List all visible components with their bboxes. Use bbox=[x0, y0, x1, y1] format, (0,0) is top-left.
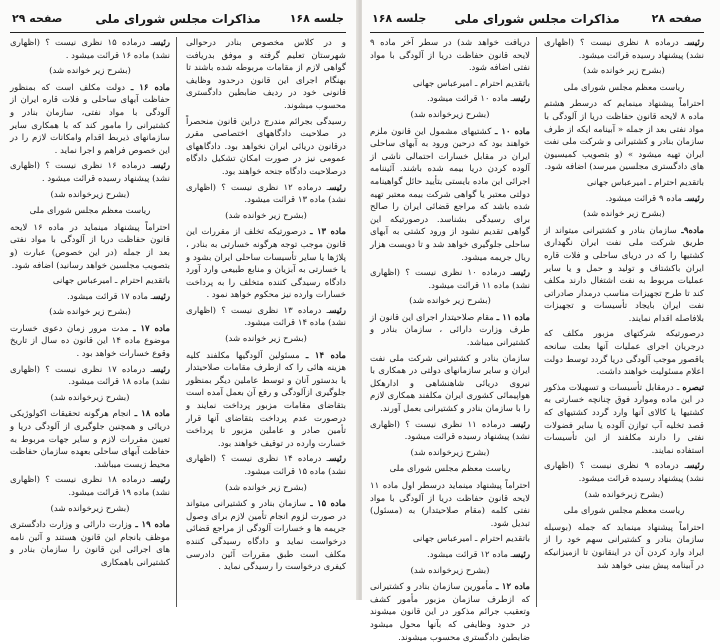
speaker-line bbox=[10, 37, 170, 62]
speaker-text: ـ درماده ۱۲ نظری نیست ؟ (اظهاری نشد) ماده ۱۳ قرائت میشود. bbox=[186, 182, 346, 206]
speaker-line bbox=[186, 453, 346, 478]
article-paragraph bbox=[544, 382, 704, 458]
article-paragraph bbox=[544, 225, 704, 326]
page-header bbox=[370, 10, 704, 33]
header-page-number: صفحه ۲۹ bbox=[12, 12, 63, 25]
article-paragraph bbox=[186, 226, 346, 302]
article-number: ماده ۱۷ ـ bbox=[133, 323, 171, 334]
speaker-name: رئیس bbox=[153, 364, 170, 375]
article-text: سازمان بنادر و کشتیرانی میتواند در صورت لزوم انجام تأمین لازم برای وصول جریمه ها و خسارات آلودگی از مراجع قضائی درخواست نماید و دادگاه رسیدگی کننده مکلف است طبق مقررات آئین دادرسی کیفری درخواست را رسیدگی نماید . bbox=[186, 499, 346, 573]
section-note: (بشرح زیر خوانده شد) bbox=[225, 210, 307, 221]
body-paragraph: باتقدیم احترام ـ امیرعباس جهانی bbox=[52, 276, 170, 287]
article-paragraph bbox=[370, 312, 530, 350]
column-left bbox=[370, 37, 531, 643]
article-paragraph bbox=[186, 350, 346, 451]
article-number: ماده ۱۸ ـ bbox=[134, 409, 171, 420]
speaker-name: رئیس bbox=[687, 38, 704, 48]
header-page-number: صفحه ۲۸ bbox=[651, 12, 702, 25]
body-paragraph: سازمان بنادر و کشتیرانی شرکت ملی نفت ایران و سایر سازمانهای دولتی در همکاری با نیروی دریائی شاهنشاهی و ادارهکل هواپیمائی کشوری ایران مکلفند همکاری لازم را با سازمان بنادر و کشتیرانی بعمل آورند. bbox=[370, 353, 530, 415]
speaker-name: رئیس bbox=[153, 161, 170, 172]
article-text: مأمورین سازمان بنادر و کشتیرانی که ازطرف سازمان مزبور مأمور کشف وتعقیب جرائم مذکور در این قانون میشوند در حدود وظایفی که بآنها محول میشود ضابطین دادگستری محسوب میشوند. bbox=[370, 582, 530, 643]
article-text: وزارت دارائی و وزارت دادگستری موظف بانجام این قانون هستند و آئین نامه های اجرائی این قانون را سازمان بنادر و کشتیرانی باهمکاری bbox=[10, 520, 170, 568]
speaker-text: ـ درماده ۱۱ نظری نیست ؟ (اظهاری نشد) پیشنهاد رسیده قرائت میشود. bbox=[370, 419, 530, 443]
article-text: دولت مکلف است که بمنظور حفاظت آبهای ساحلی و فلات قاره ایران از آلودگی با مواد نفتی، سازمان بنادر و کشتیرانی را مامور کند که با همکاری سایر سازمانهای ذیربط اقدام وامکانات لازم را در این خصوص فراهم و اجرا نماید . bbox=[10, 82, 170, 156]
section-note: (بشرح زیر خوانده شد) bbox=[583, 66, 665, 77]
section-note: (بشرح زیرخوانده شد) bbox=[50, 189, 130, 200]
header-session: جلسه ۱۶۸ bbox=[372, 12, 427, 25]
body-paragraph: رسیدگی بجرائم مندرج دراین قانون منحصراً در صلاحیت دادگاههای اختصاصی مقرر درقانون دریائی ایران نخواهد بود. دادگاههای عمومی نیز در صورت امکان تشکیل دادگاه درصلاحیت دادگاه جنحه خواهند بود. bbox=[186, 116, 346, 177]
speaker-text: ـ ماده ۹ قرائت میشود. bbox=[605, 193, 688, 204]
text-columns bbox=[370, 37, 705, 643]
speaker-name: رئیس bbox=[329, 454, 346, 465]
header-title: مذاکرات مجلس شورای ملی bbox=[95, 12, 261, 26]
page-28 bbox=[362, 0, 720, 643]
article-paragraph bbox=[10, 323, 170, 361]
speaker-line bbox=[10, 160, 170, 185]
article-text: درصورتیکه تخلف از مقررات این قانون موجب توجه هرگونه خسارتی به بنادر ، پلاژها یا سایر تأسیسات ساحلی ایران بشود و یا خسارتی به آبزیان و منابع طبیعی وارد آورد دادگاه رسیدگی کننده متخلف را به پرداخت خسارات وارده نیز محکوم خواهد نمود . bbox=[186, 227, 346, 301]
speaker-name: رئیس bbox=[513, 419, 530, 430]
article-text: مدت مرور زمان دعوی خسارت موضوع ماده ۱۴ این قانون ده سال از تاریخ وقوع خسارات خواهد بود . bbox=[10, 323, 170, 360]
speaker-name: رئیس bbox=[513, 94, 530, 105]
speaker-text: ـ ماده ۱۲ قرائت میشود. bbox=[427, 549, 514, 560]
speaker-name: رئیس bbox=[687, 193, 704, 204]
column-divider bbox=[536, 37, 537, 607]
article-number: ماده ۱۹ ـ bbox=[135, 520, 171, 531]
section-note: ریاست معظم مجلس شورای ملی bbox=[563, 506, 685, 517]
section-note: (بشرح زیر خوانده شد) bbox=[225, 482, 307, 493]
speaker-name: رئیس bbox=[329, 305, 346, 316]
speaker-line bbox=[10, 474, 170, 499]
section-note: (بشرح زیرخوانده شد) bbox=[50, 392, 130, 403]
section-note: (بشرح زیرخوانده شد) bbox=[410, 565, 490, 576]
page-29 bbox=[0, 0, 358, 600]
article-text: سازمان بنادر و کشتیرانی میتواند از طریق شرکت ملی نفت ایران نگهداری کشتیها را که در دریای ساحلی و فلات قاره ایران باکشتاف و تولید و حمل و یا سایر عملیات مربوط به نفت اشتغال دارند مکلف کند تا طرح تجهیزات مناسب درمدار صادراتی نفت ایران بایجاد تأسیسات و تجهیزات بلافاصله اقدام نمایند. bbox=[544, 225, 704, 324]
speaker-line bbox=[10, 291, 170, 304]
article-paragraph bbox=[10, 408, 170, 471]
section-note: (بشرح زیر خوانده شد) bbox=[49, 66, 131, 77]
article-number: ماده ۱۳ ـ bbox=[310, 227, 346, 238]
speaker-text: ـ ماده ۱۷ قرائت میشود. bbox=[67, 291, 154, 302]
text-columns bbox=[10, 37, 346, 607]
body-paragraph: و در کلاس مخصوص بنادر درحوالی شهرستان تعلیم گرفته و موفق بدریافت گواهی لازم از مقامات مربوطه شده باشند تا بهنگام اجرای این قانون درحدود وظایف قانونی خود در ردیف ضابطین دادگستری محسوب میشوند. bbox=[186, 38, 346, 111]
column-right bbox=[186, 37, 346, 607]
speaker-line bbox=[370, 549, 530, 562]
column-divider bbox=[176, 37, 177, 607]
article-number: ماده ۱۶ ـ bbox=[130, 82, 171, 93]
speaker-text: ـ درماده ۹ نظری نیست ؟ (اظهاری نشد) پیشنهاد رسیده قرائت میشود. bbox=[544, 461, 704, 484]
speaker-line bbox=[544, 37, 704, 62]
article-paragraph bbox=[10, 82, 170, 158]
section-note: (بشرح زیر خوانده شد) bbox=[49, 307, 131, 318]
article-text: مقام صلاحیتدار اجرای این قانون از طرف وزارت دارائی ، سازمان بنادر و کشتیرانی میباشد. bbox=[370, 312, 530, 349]
body-paragraph: دریافت خواهد شد) در سطر آخر ماده ۹ لایحه قانون حفاظت دریا از آلودگی با مواد نفتی اضافه شود. bbox=[370, 38, 530, 74]
speaker-name: رئیس bbox=[153, 291, 170, 302]
speaker-text: ـ درماده ۸ نظری نیست ؟ (اظهاری نشد) پیشنهاد رسیده قرائت میشود. bbox=[544, 38, 704, 61]
section-note: (بشرح زیر خوانده شد) bbox=[225, 334, 307, 345]
speaker-line bbox=[544, 193, 704, 206]
speaker-line bbox=[370, 267, 530, 292]
speaker-line bbox=[544, 460, 704, 485]
body-paragraph: درصورتیکه شرکتهای مزبور مکلف که درجریان اجرای عملیات آنها بعلت سانحه یاقصور موجب آلودگی دریا گردد توسط دولت اعلام مسئولیت خواهند داشت. bbox=[544, 329, 704, 378]
speaker-text: ـ درماده ۱۴ نظری نیست ؟ (اظهاری نشد) ماده ۱۵ قرائت میشود. bbox=[186, 454, 346, 477]
section-note: ریاست معظم مجلس شورای ملی bbox=[29, 206, 151, 217]
speaker-line bbox=[10, 364, 170, 389]
section-note: (بشرح زیر خوانده شد) bbox=[583, 209, 665, 220]
article-number: ماده ۱۴ ـ bbox=[305, 350, 347, 361]
speaker-name: رئیس bbox=[513, 549, 530, 560]
section-note: ریاست معظم مجلس شورای ملی bbox=[563, 82, 685, 93]
speaker-text: ـ درماده ۱۳ نظری نیست ؟ (اظهاری نشد) ماده ۱۴ قرائت میشود. bbox=[186, 305, 346, 329]
article-paragraph bbox=[186, 498, 346, 574]
body-paragraph: احتراماً پیشنهاد مینماید که جمله (بوسیله سازمان بنادر و کشتیرانی سهم خود را از ایراد وارد کردن آن در اینقانون تا ازمیزانیکه در آبینامه پیش بینی خواهد شد bbox=[544, 522, 704, 571]
header-title: مذاکرات مجلس شورای ملی bbox=[454, 12, 620, 26]
section-note: (بشرح زیرخوانده شد) bbox=[584, 489, 664, 500]
article-number: ماده۹ـ bbox=[681, 225, 705, 236]
speaker-text: ـ درماده ۱۰ نظری نیست ؟ (اظهاری نشد) ماده ۱۱ قرائت میشود. bbox=[370, 268, 530, 291]
column-left bbox=[10, 37, 170, 607]
column-right bbox=[544, 37, 704, 607]
speaker-name: رئیس bbox=[153, 38, 170, 48]
speaker-name: رئیس bbox=[153, 475, 170, 486]
speaker-text: ـ درماده ۱۷ نظری نیست ؟ (اظهاری نشد) ماده ۱۸ قرائت میشود. bbox=[10, 364, 170, 388]
article-number: ماده ۱۰ ـ bbox=[494, 126, 531, 137]
section-note: (بشرح زیرخوانده شد) bbox=[410, 447, 490, 458]
speaker-name: رئیس bbox=[513, 268, 530, 279]
speaker-line bbox=[186, 182, 346, 207]
body-paragraph: باتقدیم احترام ـ امیرعباس جهانی bbox=[586, 177, 704, 188]
article-number: ماده ۱۲ ـ bbox=[495, 582, 531, 593]
section-note: (بشرح زیر خوانده شد) bbox=[409, 296, 491, 307]
body-paragraph: باتقدیم احترام ـ امیرعباس جهانی bbox=[412, 534, 530, 545]
body-paragraph: باتقدیم احترام ـ امیرعباس جهانی bbox=[412, 78, 530, 89]
page-header bbox=[10, 10, 346, 33]
article-number: ماده ۱۵ ـ bbox=[310, 499, 346, 510]
article-paragraph bbox=[370, 581, 530, 644]
article-number: تبصره bbox=[682, 382, 705, 393]
body-paragraph: احتراماً پیشنهاد مینماید درسطر اول ماده ۱۱ لایحه قانون حفاظت دریا از آلودگی با مواد نفتی کلمه (مقام صلاحیتدار) به (مسئول) تبدیل شود. bbox=[370, 481, 530, 529]
speaker-line bbox=[370, 419, 530, 444]
speaker-text: ـ درماده ۱۸ نظری نیست ؟ (اظهاری نشد) ماده ۱۹ قرائت میشود. bbox=[10, 475, 170, 498]
article-text: ـ درمقابل تأسیسات و تسهیلات مذکور در این ماده وموارد فوق چنانچه خسارتی به کشتیها یا کالای آنها وارد گردد کشتیهای که قصد تخلیه آب توازن آلوده یا سایر فضولات نفتی را دارند مکلفند از این تأسیسات استفاده نمایند. bbox=[544, 382, 704, 456]
body-paragraph: احتراماً پیشنهاد مینمایم که درسطر هشتم ماده ۸ لایحه قانون حفاظت دریا از آلودگی با مواد نفتی بعد از جمله « آبینامه ایکه از طرف سازمان بنادر و کشتیرانی و شرکت ملی نفت ایران تهیه میشود » (و بتصویب کمیسیون های دادگستری مجلسین میرسد) اضافه شود. bbox=[544, 99, 704, 173]
article-number: ماده ۱۱ ـ bbox=[496, 312, 530, 323]
article-paragraph bbox=[10, 519, 170, 569]
article-paragraph bbox=[370, 126, 530, 265]
section-note: (بشرح زیرخوانده شد) bbox=[50, 503, 130, 514]
header-session: جلسه ۱۶۸ bbox=[289, 12, 344, 25]
speaker-line bbox=[186, 305, 346, 330]
speaker-name: رئیس bbox=[687, 461, 704, 472]
article-text: مسئولین آلودگیها مکلفند کلیه هزینه هائی را که ازطرف مقامات صلاحیتدار یا بدستور آنان و توسط عاملین دیگر بمنظور جلوگیری ازآلودگی و رفع آن بعمل آمده است بتقاضای مقامات مزبور پرداخت نمایند و درصورت عدم پرداخت بتقاضای آنها قرار تأمین صادر و عاملین مزبور تا پرداخت خسارت وارده در توقیف خواهند بود. bbox=[186, 350, 346, 449]
article-text: کشتیهای مشمول این قانون ملزم خواهند بود که درحین ورود به آبهای ساحلی ایران در مقابل خسارات احتمالی ناشی از آلوده کردن دریا بیمه شده باشند. آئیننامه اجرائی این ماده بایستی بتأیید حائل گواهینامه دولتی معتبر یا گواهی شرکت بیمه معتبر تهیه شده باشد که مراجع قضائی ایران را صالح برای رسیدگی بشناسد. درصورتیکه این گواهی تقدیم نشود از ورود کشتی به آبهای ساحلی جلوگیری خواهد شد و تا دویست هزار ریال جریمه میشود. bbox=[370, 126, 530, 263]
section-note: (بشرح زیرخوانده شد) bbox=[410, 109, 490, 120]
speaker-text: ـ درماده ۱۵ نظری نیست ؟ (اظهاری نشد) ماده ۱۶ قرائت میشود . bbox=[10, 38, 170, 61]
speaker-text: ـ ماده ۱۰ قرائت میشود. bbox=[427, 94, 514, 105]
body-paragraph: احتراماً پیشنهاد مینماید در ماده ۱۶ لایحه قانون حفاظت دریا از آلودگی با مواد نفتی بعد از جمله (در این خصوص) عبارت (و بتصویب مجلسین خواهد رسانید) اضافه شود. bbox=[10, 222, 171, 271]
speaker-text: ـ درماده ۱۶ نظری نیست ؟ (اظهاری نشد) پیشنهاد رسیده قرائت میشود . bbox=[10, 161, 170, 184]
speaker-name: رئیس bbox=[329, 182, 346, 193]
section-note: ریاست معظم مجلس شورای ملی bbox=[389, 464, 511, 475]
speaker-line bbox=[370, 93, 530, 106]
article-text: انجام هرگونه تحقیقات اکولوژیکی دریائی و همچنین جلوگیری از آلودگی دریا و تعیین مقررات لازم و سایر جهات مربوط به حفاظت آبهای ساحلی بعهده سازمان حفاظت محیط زیست میباشد. bbox=[10, 409, 170, 470]
